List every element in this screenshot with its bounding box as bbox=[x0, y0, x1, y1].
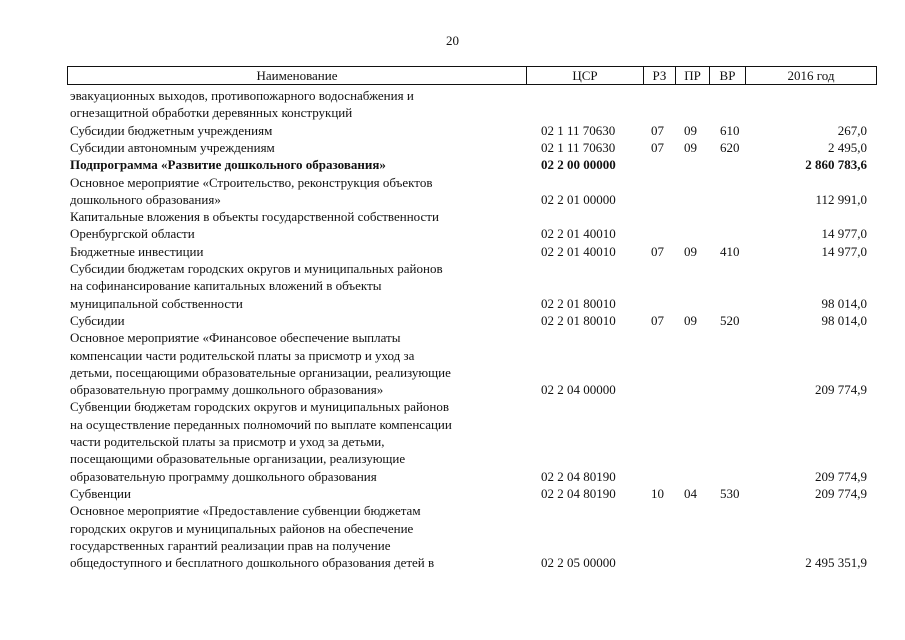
cell-name: городских округов и муниципальных районов на обеспечение bbox=[70, 520, 414, 536]
cell-name: государственных гарантий реализации прав на получение bbox=[70, 537, 391, 553]
cell-name: эвакуационных выходов, противопожарного водоснабжения и bbox=[70, 88, 414, 103]
cell-sum: 2 495 351,9 bbox=[805, 555, 867, 571]
table-row bbox=[0, 156, 905, 173]
cell-csr: 02 2 05 00000 bbox=[541, 555, 616, 571]
table-row bbox=[0, 554, 905, 571]
table-row bbox=[0, 174, 905, 191]
table-row bbox=[0, 468, 905, 485]
header-pr: ПР bbox=[676, 66, 710, 85]
cell-csr: 02 1 11 70630 bbox=[541, 122, 616, 138]
cell-rz: 07 bbox=[651, 312, 664, 328]
cell-csr: 02 2 01 40010 bbox=[541, 226, 616, 242]
page-number: 20 bbox=[446, 33, 459, 48]
cell-name: на осуществление переданных полномочий по выплате компенсации bbox=[70, 416, 452, 432]
cell-name: на софинансирование капитальных вложений в объекты bbox=[70, 278, 382, 294]
cell-sum: 267,0 bbox=[837, 122, 867, 138]
cell-csr: 02 2 04 80190 bbox=[541, 468, 616, 484]
cell-name: Субсидии бюджетам городских округов и муниципальных районов bbox=[70, 261, 443, 276]
table-row bbox=[0, 295, 905, 312]
cell-name: Субсидии автономным учреждениям bbox=[70, 139, 275, 155]
table-row bbox=[0, 312, 905, 329]
cell-sum: 2 495,0 bbox=[828, 139, 867, 155]
cell-name: Субсидии бюджетным учреждениям bbox=[70, 122, 273, 138]
table-row bbox=[0, 520, 905, 537]
cell-name: детьми, посещающими образовательные организации, реализующие bbox=[70, 364, 451, 380]
cell-name: части родительской платы за присмотр и уход за детьми, bbox=[70, 434, 385, 449]
cell-rz: 10 bbox=[651, 485, 664, 501]
cell-vr: 530 bbox=[720, 485, 740, 501]
table-row bbox=[0, 364, 905, 381]
cell-pr: 09 bbox=[684, 139, 697, 155]
cell-pr: 09 bbox=[684, 243, 697, 259]
cell-sum: 98 014,0 bbox=[821, 295, 867, 311]
cell-name: Капитальные вложения в объекты государственной собственности bbox=[70, 209, 439, 225]
cell-name: Основное мероприятие «Строительство, реконструкция объектов bbox=[70, 174, 433, 190]
cell-vr: 620 bbox=[720, 139, 740, 155]
header-name: Наименование bbox=[67, 66, 527, 85]
table-row bbox=[0, 277, 905, 294]
cell-sum: 14 977,0 bbox=[821, 243, 867, 259]
cell-name: дошкольного образования» bbox=[70, 191, 221, 207]
cell-name: Основное мероприятие «Финансовое обеспечение выплаты bbox=[70, 330, 401, 346]
table-row bbox=[0, 191, 905, 208]
cell-vr: 610 bbox=[720, 122, 740, 138]
header-year: 2016 год bbox=[746, 66, 877, 85]
table-row bbox=[0, 416, 905, 433]
cell-sum: 112 991,0 bbox=[815, 191, 867, 207]
table-row bbox=[0, 485, 905, 502]
cell-csr: 02 2 01 80010 bbox=[541, 295, 616, 311]
cell-name: Оренбургской области bbox=[70, 226, 195, 242]
cell-csr: 02 2 01 00000 bbox=[541, 191, 616, 207]
table-row bbox=[0, 433, 905, 450]
cell-sum: 2 860 783,6 bbox=[805, 157, 867, 173]
table-row bbox=[0, 139, 905, 156]
table-row bbox=[0, 260, 905, 277]
cell-name: Бюджетные инвестиции bbox=[70, 243, 204, 259]
table-row bbox=[0, 347, 905, 364]
cell-name: Субвенции bbox=[70, 485, 131, 501]
table-row bbox=[0, 87, 905, 104]
cell-sum: 14 977,0 bbox=[821, 226, 867, 242]
header-rz: РЗ bbox=[644, 66, 676, 85]
cell-csr: 02 1 11 70630 bbox=[541, 139, 616, 155]
table-row bbox=[0, 398, 905, 415]
cell-csr: 02 2 00 00000 bbox=[541, 157, 616, 173]
cell-sum: 98 014,0 bbox=[821, 312, 867, 328]
cell-csr: 02 2 01 40010 bbox=[541, 243, 616, 259]
cell-name: муниципальной собственности bbox=[70, 295, 243, 311]
cell-rz: 07 bbox=[651, 139, 664, 155]
cell-csr: 02 2 01 80010 bbox=[541, 312, 616, 328]
cell-name: общедоступного и бесплатного дошкольного образования детей в bbox=[70, 555, 435, 571]
cell-sum: 209 774,9 bbox=[815, 382, 867, 398]
cell-name: Основное мероприятие «Предоставление субвенции бюджетам bbox=[70, 503, 421, 519]
cell-csr: 02 2 04 00000 bbox=[541, 382, 616, 398]
cell-name: Субсидии bbox=[70, 312, 125, 328]
cell-pr: 09 bbox=[684, 122, 697, 138]
table-row bbox=[0, 243, 905, 260]
table-row bbox=[0, 502, 905, 519]
cell-name: образовательную программу дошкольного образования bbox=[70, 468, 377, 484]
table-row bbox=[0, 208, 905, 225]
cell-sum: 209 774,9 bbox=[815, 468, 867, 484]
header-csr: ЦСР bbox=[527, 66, 644, 85]
cell-name: компенсации части родительской платы за присмотр и уход за bbox=[70, 347, 415, 363]
cell-rz: 07 bbox=[651, 243, 664, 259]
cell-vr: 410 bbox=[720, 243, 740, 259]
cell-name: посещающими образовательные организации, реализующие bbox=[70, 451, 406, 467]
table-row bbox=[0, 104, 905, 121]
cell-rz: 07 bbox=[651, 122, 664, 138]
cell-vr: 520 bbox=[720, 312, 740, 328]
table-row bbox=[0, 450, 905, 467]
cell-name: Субвенции бюджетам городских округов и муниципальных районов bbox=[70, 399, 450, 415]
cell-csr: 02 2 04 80190 bbox=[541, 485, 616, 501]
table-row bbox=[0, 381, 905, 398]
cell-pr: 09 bbox=[684, 312, 697, 328]
cell-name: образовательную программу дошкольного образования» bbox=[70, 382, 384, 398]
table-row bbox=[0, 225, 905, 242]
cell-sum: 209 774,9 bbox=[815, 485, 867, 501]
table-row bbox=[0, 122, 905, 139]
cell-name: Подпрограмма «Развитие дошкольного образования» bbox=[70, 157, 386, 173]
cell-pr: 04 bbox=[684, 485, 697, 501]
table-row bbox=[0, 329, 905, 346]
table-row bbox=[0, 537, 905, 554]
cell-name: огнезащитной обработки деревянных конструкций bbox=[70, 105, 353, 121]
header-vr: ВР bbox=[710, 66, 746, 85]
